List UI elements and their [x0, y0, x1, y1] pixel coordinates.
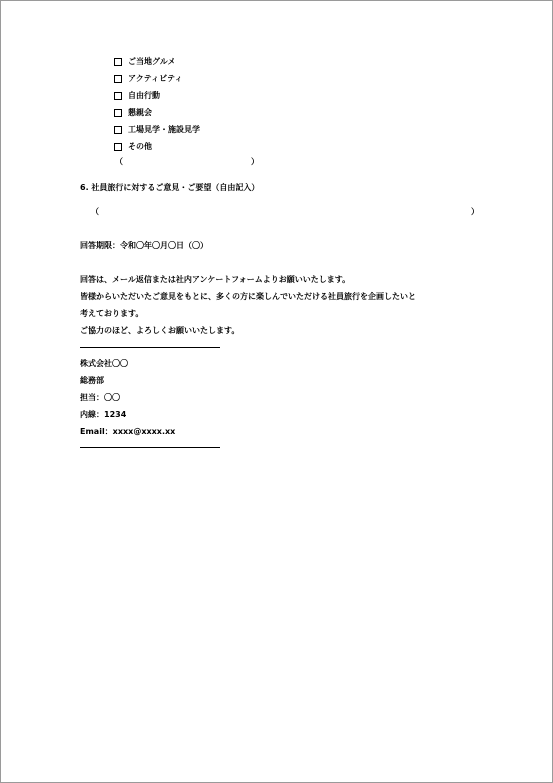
checkbox-factory-tour[interactable] [114, 126, 122, 134]
checkbox-other[interactable] [114, 143, 122, 151]
contact-extension: 内線：1234 [80, 410, 127, 419]
checkbox-activity[interactable] [114, 75, 122, 83]
contact-top-rule [80, 347, 220, 348]
checkbox-gourmet[interactable] [114, 58, 122, 66]
option-label-gourmet: ご当地グルメ [128, 57, 176, 66]
q6-paren-open: （ [91, 207, 99, 216]
contact-company: 株式会社〇〇 [80, 359, 128, 368]
answer-deadline: 回答期限：令和〇年〇月〇日（〇） [80, 241, 208, 250]
closing-line-4: ご協力のほど、よろしくお願いいたします。 [80, 326, 240, 335]
closing-line-3: 考えております。 [80, 309, 144, 318]
q6-paren-close: ） [471, 207, 479, 216]
contact-bottom-rule [80, 447, 220, 448]
closing-line-2: 皆様からいただいたご意見をもとに、多くの方に楽しんでいただける社員旅行を企画したいと [80, 292, 416, 301]
option-label-social-party: 懇親会 [128, 108, 152, 117]
option-label-activity: アクティビティ [128, 74, 183, 83]
contact-department: 総務部 [80, 376, 104, 385]
question-6-title: 6. 社員旅行に対するご意見・ご要望（自由記入） [80, 183, 260, 192]
contact-email: Email：xxxx@xxxx.xx [80, 427, 176, 436]
option-label-other: その他 [128, 142, 152, 151]
option-label-free-time: 自由行動 [128, 91, 160, 100]
other-paren-open: （ [115, 157, 123, 166]
other-paren-close: ） [251, 157, 259, 166]
closing-line-1: 回答は、メール返信または社内アンケートフォームよりお願いいたします。 [80, 275, 351, 284]
checkbox-social-party[interactable] [114, 109, 122, 117]
contact-person: 担当：〇〇 [80, 393, 120, 402]
checkbox-free-time[interactable] [114, 92, 122, 100]
option-label-factory-tour: 工場見学・施設見学 [128, 125, 200, 134]
